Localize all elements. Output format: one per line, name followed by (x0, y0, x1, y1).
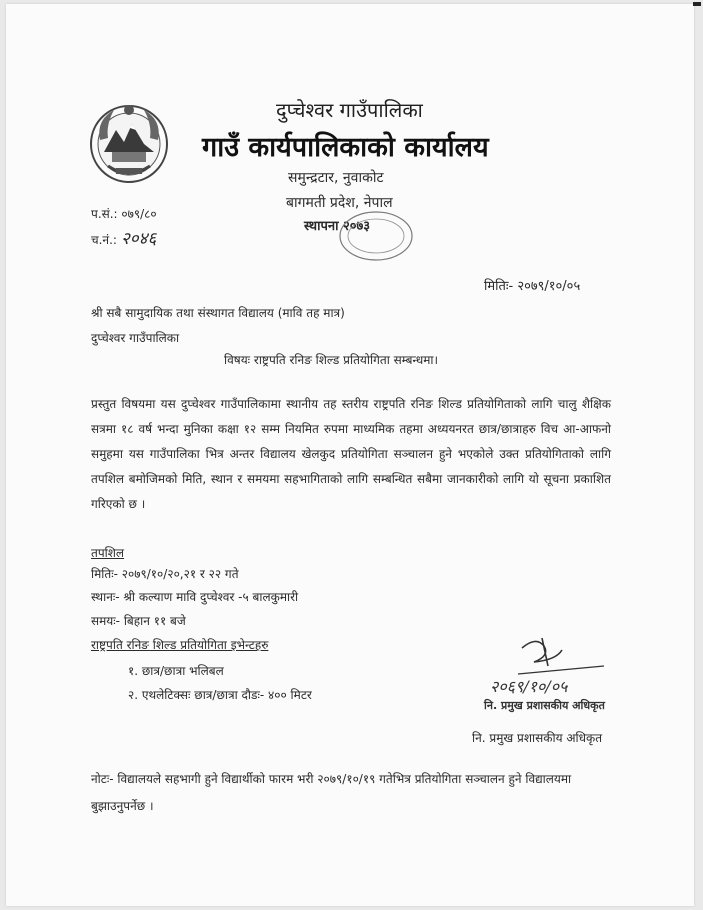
established-year: स्थापना २०७३ (304, 219, 371, 234)
details-title: तपशिल (91, 546, 125, 560)
subject-line: विषयः राष्ट्रपति रनिङ शिल्ड प्रतियोगिता सम्बन्धमा। (224, 353, 439, 367)
office-location: समुन्द्रटार, नुवाकोट (288, 170, 384, 186)
addressee-line-2: दुप्चेश्वर गाउँपालिका (91, 331, 180, 345)
signature-date: २०६९/१०/०५ (490, 677, 568, 696)
office-round-stamp-icon (336, 209, 416, 264)
body-paragraph: प्रस्तुत विषयमा यस दुप्चेश्वर गाउँपालिकामा स्थानीय तह स्तरीय राष्ट्रपति रनिङ शिल्ड प्रतियोगिताको लागि चालु शैक्षिक सत्रमा १८ वर्ष भन्दा मुनिका कक्षा १२ सम्म नियमित रुपमा माध्यमिक तहमा अध्ययनरत छात्र/छात्राहरु विच आ-आफनो समुहमा यस गाउँपालिका भित्र अन्तर विद्यालय खेलकुद प्रतियोगिता सञ्चालन हुने भएकोले उक्त प्रतियोगिताको लागि तपशिल बमोजिमको मिति, स्थान र समयमा सहभागिताको लागि सम्बन्धित सबैमा जानकारीको लागि यो सूचना प्रकाशित गरिएको छ । (91, 397, 611, 511)
municipality-name: दुप्चेश्वर गाउँपालिका (276, 98, 423, 122)
note-paragraph: नोटः- विद्यालयले सहभागी हुने विद्यार्थीको फारम भरी २०७९/१०/१९ गतेभित्र प्रतियोगिता सञ्चालन हुने विद्यालयमा बुझाउनुपर्नेछ । (91, 772, 572, 813)
dispatch-number (91, 226, 156, 249)
events-title: राष्ट्रपति रनिङ शिल्ड प्रतियोगिता इभेन्टहरु (91, 638, 269, 652)
details-date: मितिः- २०७९/१०/२०,२१ र २२ गते (91, 567, 239, 581)
details-place: स्थानः- श्री कल्याण मावि दुप्चेश्वर -५ बालकुमारी (91, 590, 299, 604)
office-province: बागमती प्रदेश, नेपाल (286, 195, 393, 211)
event-item: २. एथलेटिक्सः छात्र/छात्रा दौडः- ४०० मिटर (128, 688, 312, 702)
signatory-title: नि. प्रमुख प्रशासकीय अधिकृत (472, 731, 603, 745)
letter-date: मितिः- २०७९/१०/०५ (484, 279, 581, 294)
reference-number: प.सं.: ०७९/८० (91, 207, 157, 221)
addressee-line-1: श्री सबै सामुदायिक तथा संस्थागत विद्यालय (मावि तह मात्र) (91, 306, 345, 320)
event-item: १. छात्र/छात्रा भलिबल (128, 664, 224, 678)
scan-edge-mark (693, 2, 701, 6)
office-title: गाउँ कार्यपालिकाको कार्यालय (202, 132, 489, 163)
dispatch-label: च.नं.: (91, 233, 117, 247)
letter-page (6, 4, 694, 906)
details-time: समयः- बिहान ११ बजे (91, 614, 186, 628)
dispatch-value: २०४६ (120, 229, 157, 249)
nepal-emblem-icon (86, 100, 172, 192)
signatory-stamp: नि. प्रमुख प्रशासकीय अधिकृत (484, 699, 605, 712)
